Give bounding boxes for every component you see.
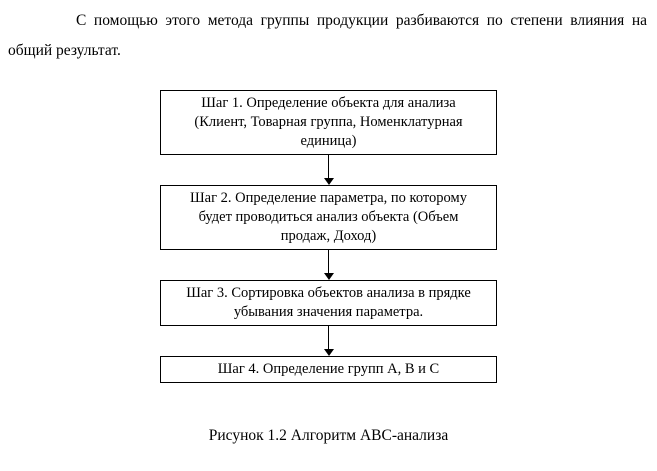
arrow-shaft [328,326,329,349]
figure-caption: Рисунок 1.2 Алгоритм АВС-анализа [208,427,449,444]
flow-step-3: Шаг 3. Сортировка объектов анализа в прядке убывания значения параметра. [160,280,497,326]
arrow-shaft [328,250,329,273]
arrow-head [324,178,334,185]
flowchart [0,90,657,383]
arrow-head [324,273,334,280]
down-arrow-icon [324,326,334,356]
flow-step-1: Шаг 1. Определение объекта для анализа (Клиент, Товарная группа, Номенклатурная единица) [160,90,497,155]
flow-step-4: Шаг 4. Определение групп А, В и С [160,356,497,383]
flow-step-2: Шаг 2. Определение параметра, по которому будет проводиться анализ объекта (Объем продаж, Доход) [160,185,497,250]
intro-paragraph: С помощью этого метода группы продукции разбиваются по степени влияния на общий результат. [8,12,647,59]
down-arrow-icon [324,250,334,280]
arrow-shaft [328,155,329,178]
down-arrow-icon [324,155,334,185]
arrow-head [324,349,334,356]
